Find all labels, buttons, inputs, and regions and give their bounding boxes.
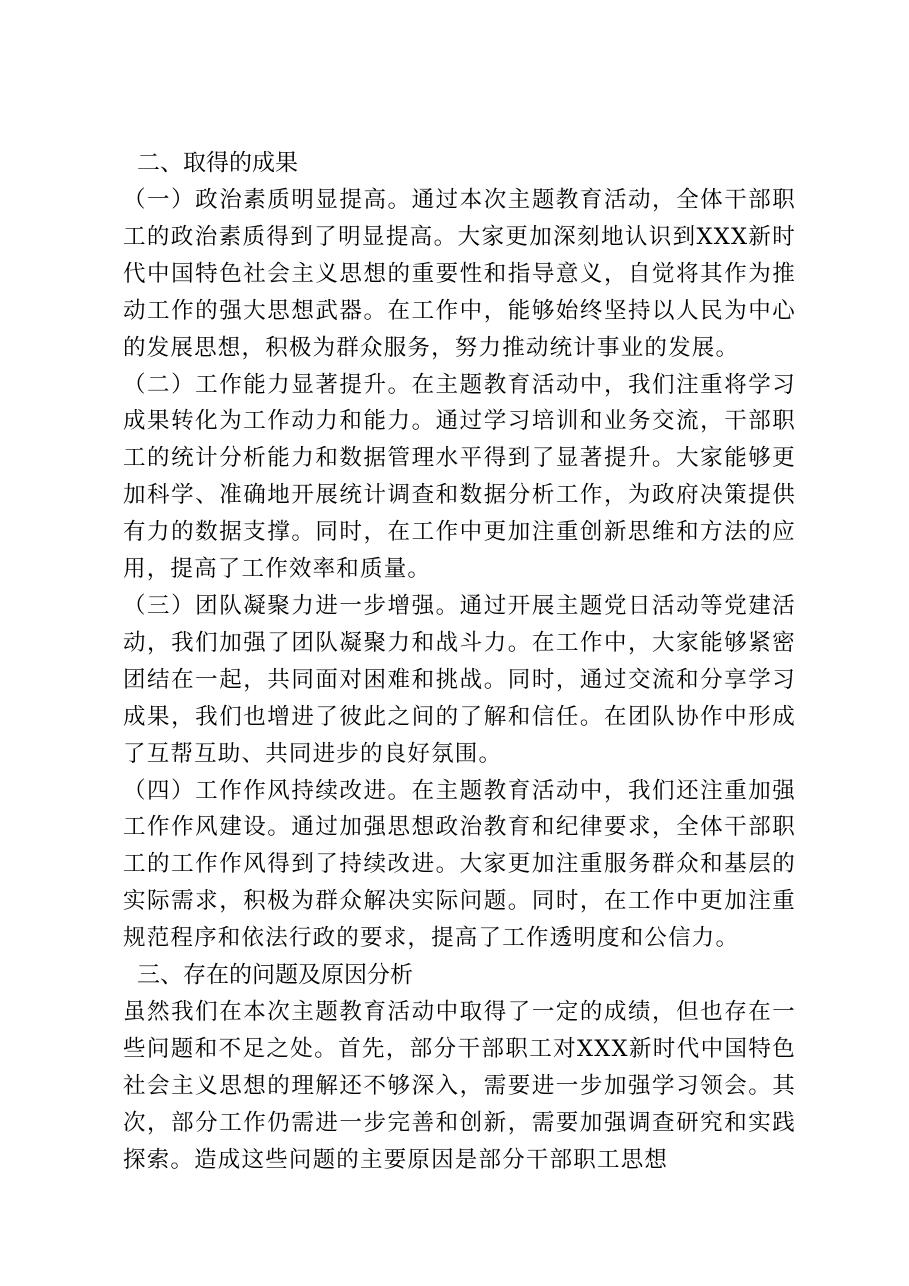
section-heading-achievements: 二、取得的成果 bbox=[137, 150, 298, 176]
paragraph-team-cohesion: （三）团队凝聚力进一步增强。通过开展主题党日活动等党建活动，我们加强了团队凝聚力和战斗力。在工作中，大家能够紧密团结在一起，共同面对困难和挑战。同时，通过交流和分享学习成果，我们也增进了彼此之间的了解和信任。在团队协作中形成了互帮互助、共同进步的良好氛围。 bbox=[123, 592, 796, 767]
paragraph-problems-analysis: 虽然我们在本次主题教育活动中取得了一定的成绩，但也存在一些问题和不足之处。首先，部分干部职工对XXX新时代中国特色社会主义思想的理解还不够深入，需要进一步加强学习领会。其次，部分工作仍需进一步完善和创新，需要加强调查研究和实践探索。造成这些问题的主要原因是部分干部职工思想 bbox=[123, 999, 796, 1173]
document-body bbox=[123, 145, 796, 1179]
paragraph-work-ability: （二）工作能力显著提升。在主题教育活动中，我们注重将学习成果转化为工作动力和能力。通过学习培训和业务交流，干部职工的统计分析能力和数据管理水平得到了显著提升。大家能够更加科学、准确地开展统计调查和数据分析工作，为政府决策提供有力的数据支撑。同时，在工作中更加注重创新思维和方法的应用，提高了工作效率和质量。 bbox=[123, 371, 796, 583]
section-heading-problems: 三、存在的问题及原因分析 bbox=[137, 962, 413, 989]
paragraph-political-quality: （一）政治素质明显提高。通过本次主题教育活动，全体干部职工的政治素质得到了明显提高。大家更加深刻地认识到XXX新时代中国特色社会主义思想的重要性和指导意义，自觉将其作为推动工作的强大思想武器。在工作中，能够始终坚持以人民为中心的发展思想，积极为群众服务，努力推动统计事业的发展。 bbox=[123, 187, 796, 361]
paragraph-work-style: （四）工作作风持续改进。在主题教育活动中，我们还注重加强工作作风建设。通过加强思想政治教育和纪律要求，全体干部职工的工作作风得到了持续改进。大家更加注重服务群众和基层的实际需求，积极为群众解决实际问题。同时，在工作中更加注重规范程序和依法行政的要求，提高了工作透明度和公信力。 bbox=[123, 777, 796, 952]
